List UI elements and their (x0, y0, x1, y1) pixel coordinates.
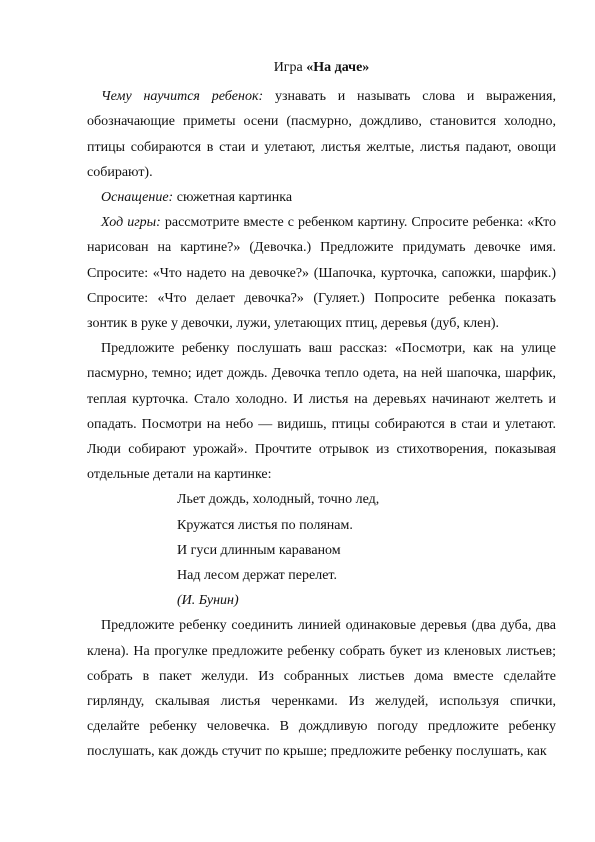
poem-line: Кружатся листья по полянам. (177, 517, 353, 533)
poem-author: (И. Бунин) (177, 593, 239, 609)
text-learning-goals: узнавать и называть слова и выражения, обозначающие приметы осени (пасмурно, дождливо, становится холодно, птицы собираются в стаи и улетают, листья желтые, листья падают, овощи собирают). (87, 89, 556, 180)
paragraph-learning-goals (87, 84, 556, 185)
paragraph-equipment (87, 185, 556, 210)
poem-line: И гуси длинным караваном (177, 542, 341, 558)
paragraph-activities: Предложите ребенку соединить линией одинаковые деревья (два дуба, два клена). На прогулке предложите ребенку собрать букет из кленовых листьев; собрать в пакет желуди. Из собранных листьев дома вместе сделайте гирлянду, скалывая листья черенками. Из желудей, используя спички, сделайте ребенку человечка. В дождливую погоду предложите ребенку послушать, как дождь стучит по крыше; предложите ребенку послушать, как (87, 618, 556, 760)
paragraph-story: Предложите ребенку послушать ваш рассказ: «Посмотри, как на улице пасмурно, темно; идет дождь. Девочка тепло одета, на ней шапочка, шарфик, теплая курточка. Стало холодно. И листья на деревьях начинают желтеть и опадать. Посмотри на небо — видишь, птицы собираются в стаи и улетают. Люди собирают урожай». Прочтите отрывок из стихотворения, показывая отдельные детали на картинке: (87, 341, 556, 483)
poem (87, 487, 556, 613)
text-equipment: сюжетная картинка (173, 190, 293, 206)
title-prefix: Игра (273, 60, 307, 75)
poem-line: Льет дождь, холодный, точно лед, (177, 492, 380, 508)
label-equipment: Оснащение: (101, 190, 174, 206)
document-page (87, 55, 556, 765)
label-game-procedure: Ход игры: (101, 215, 161, 231)
title-name: «На даче» (306, 60, 370, 75)
paragraph-game-procedure (87, 210, 556, 336)
text-game-procedure: рассмотрите вместе с ребенком картину. Спросите ребенка: «Кто нарисован на картине?» (Девочка.) Предложите придумать девочке имя. Спросите: «Что надето на девочке?» (Шапочка, курточка, сапожки, шарфик.) Спросите: «Что делает девочка?» (Гуляет.) Попросите ребенка показать зонтик в руке у девочки, лужи, улетающих птиц, деревья (дуб, клен). (87, 215, 556, 332)
game-title (87, 55, 556, 80)
poem-line: Над лесом держат перелет. (177, 568, 337, 584)
label-learning-goals: Чему научится ребенок: (101, 89, 264, 105)
